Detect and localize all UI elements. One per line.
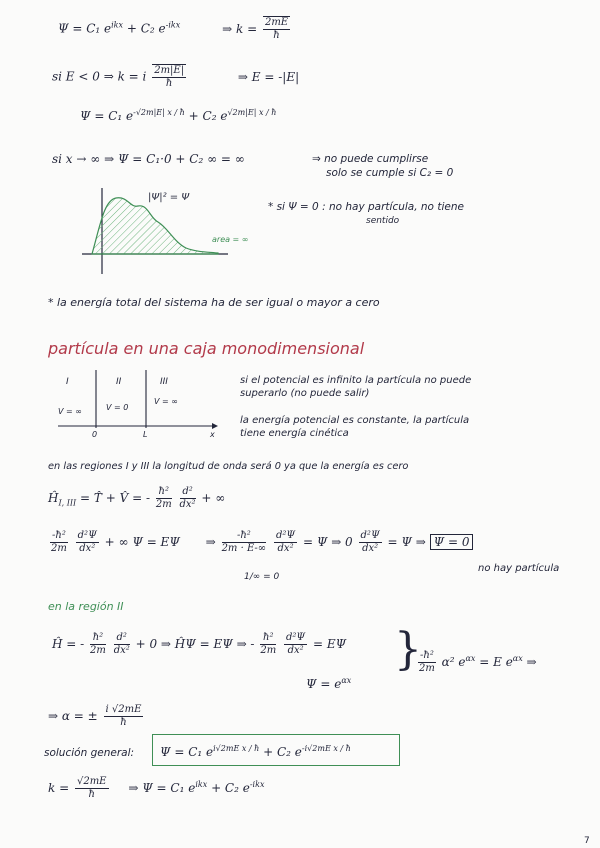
schrodinger-outer: $\frac{\text{-ħ²}}{2m}$ $\frac{\text{d²Ψ}}{\text{dx²}}$ + ∞ Ψ = EΨ ⇒ $\frac{\text{-ħ²}}{2m \cdot E-\infty}$ $\frac{\text{d²Ψ}}{\text{dx²}}$ = Ψ ⇒ 0 $\frac{\text{d²Ψ}}{\text{dx²}}$ = Ψ ⇒ Ψ = 0 <box>48 530 473 555</box>
graph-curve <box>92 198 218 254</box>
general-solution-label: solución general: <box>44 747 135 759</box>
x-zero-label: 0 <box>92 430 98 439</box>
equation-psi-decay: Ψ = C₁ $e^{-√2m|E| x / ħ} + C_2$ $e^{√2m|E| x / ħ}$ <box>80 108 277 123</box>
no-particle-result: no hay partícula <box>478 563 560 574</box>
brace: } <box>394 624 422 675</box>
equation-negative-energy: si E < 0 ⇒ k = i $\frac{2m|E|}{ħ}$ ⇒ E = -|E| <box>52 65 300 89</box>
equation-psi-general: Ψ = C₁ $e^{ikx} + C_2$ $e^{-ikx}$ ⇒ k = $\frac{2mE}{ħ}$ <box>58 17 289 41</box>
region-2-title: en la región II <box>48 600 124 613</box>
probability-graph <box>78 186 268 278</box>
alpha-equation: ⇒ α = ± $\frac{i √2mE}{ħ}$ <box>48 704 142 728</box>
graph-area-label: area = ∞ <box>212 235 249 244</box>
psi-zero-box: Ψ = 0 <box>430 534 474 550</box>
box-note-constant: la energía potencial es constante, la partícula tiene energía cinética <box>240 415 470 439</box>
equation-limit-infinity: si x → ∞ ⇒ Ψ = C₁·0 + C₂ ∞ = ∞ <box>52 152 245 166</box>
k-definition: k = $\frac{√2mE}{ħ}$ ⇒ Ψ = C₁ $e^{ikx} + C_2$ $e^{-ikx}$ <box>48 776 265 800</box>
energy-note: * la energía total del sistema ha de ser igual o mayor a cero <box>48 296 380 309</box>
section-title: partícula en una caja monodimensional <box>48 339 365 358</box>
general-solution: Ψ = C₁ $e^{i√2mE x / ħ} + C_2$ $e^{-i√2mE x / ħ}$ <box>160 744 351 759</box>
box-x-arrowhead <box>212 423 218 429</box>
graph-label: |Ψ|² = Ψ <box>148 192 190 203</box>
trial-solution: $\Psi = e^{\alpha x}$ <box>306 676 352 691</box>
regions-text: en las regiones I y III la longitud de onda será 0 ya que la energía es cero <box>48 461 409 472</box>
hamiltonian-inner: Ĥ = - $\frac{\text{ħ²}}{2m}$ $\frac{\text{d²}}{\text{dx²}}$ + 0 ⇒ ĤΨ = EΨ ⇒ - $\frac{\text{ħ²}}{2m}$ $\frac{\text{d²Ψ}}{\text{dx²}}$ = EΨ <box>52 632 347 656</box>
potential-region-2: V = 0 <box>106 403 129 412</box>
note-cannot-hold: ⇒ no puede cumplirse solo se cumple si C₂ = 0 <box>312 153 454 179</box>
note-no-particle: * si Ψ = 0 : no hay partícula, no tiene sentido <box>268 201 464 226</box>
potential-region-3: V = ∞ <box>154 397 178 406</box>
limit-note: 1/∞ = 0 <box>244 572 280 582</box>
characteristic-equation: $\frac{\text{-ħ²}}{2m}$ α² $e^{\alpha x} = E$ $e^{\alpha x}$ ⇒ <box>418 650 537 674</box>
x-L-label: L <box>143 430 148 439</box>
x-axis-label: x <box>210 430 215 439</box>
hamiltonian-outer: $Ĥ_{I, III}$ = T̂ + V̂ = - $\frac{\text{ħ²}}{2m}$ $\frac{\text{d²}}{\text{dx²}}$ + ∞ <box>48 486 226 510</box>
region-label-3: III <box>160 377 168 387</box>
region-label-2: II <box>116 377 122 387</box>
potential-box-diagram <box>54 366 222 440</box>
page-number: 7 <box>584 836 590 846</box>
region-label-1: I <box>66 377 69 387</box>
potential-region-1: V = ∞ <box>58 407 82 416</box>
box-note-infinite: si el potencial es infinito la partícula no puede superarlo (no puede salir) <box>240 375 472 399</box>
